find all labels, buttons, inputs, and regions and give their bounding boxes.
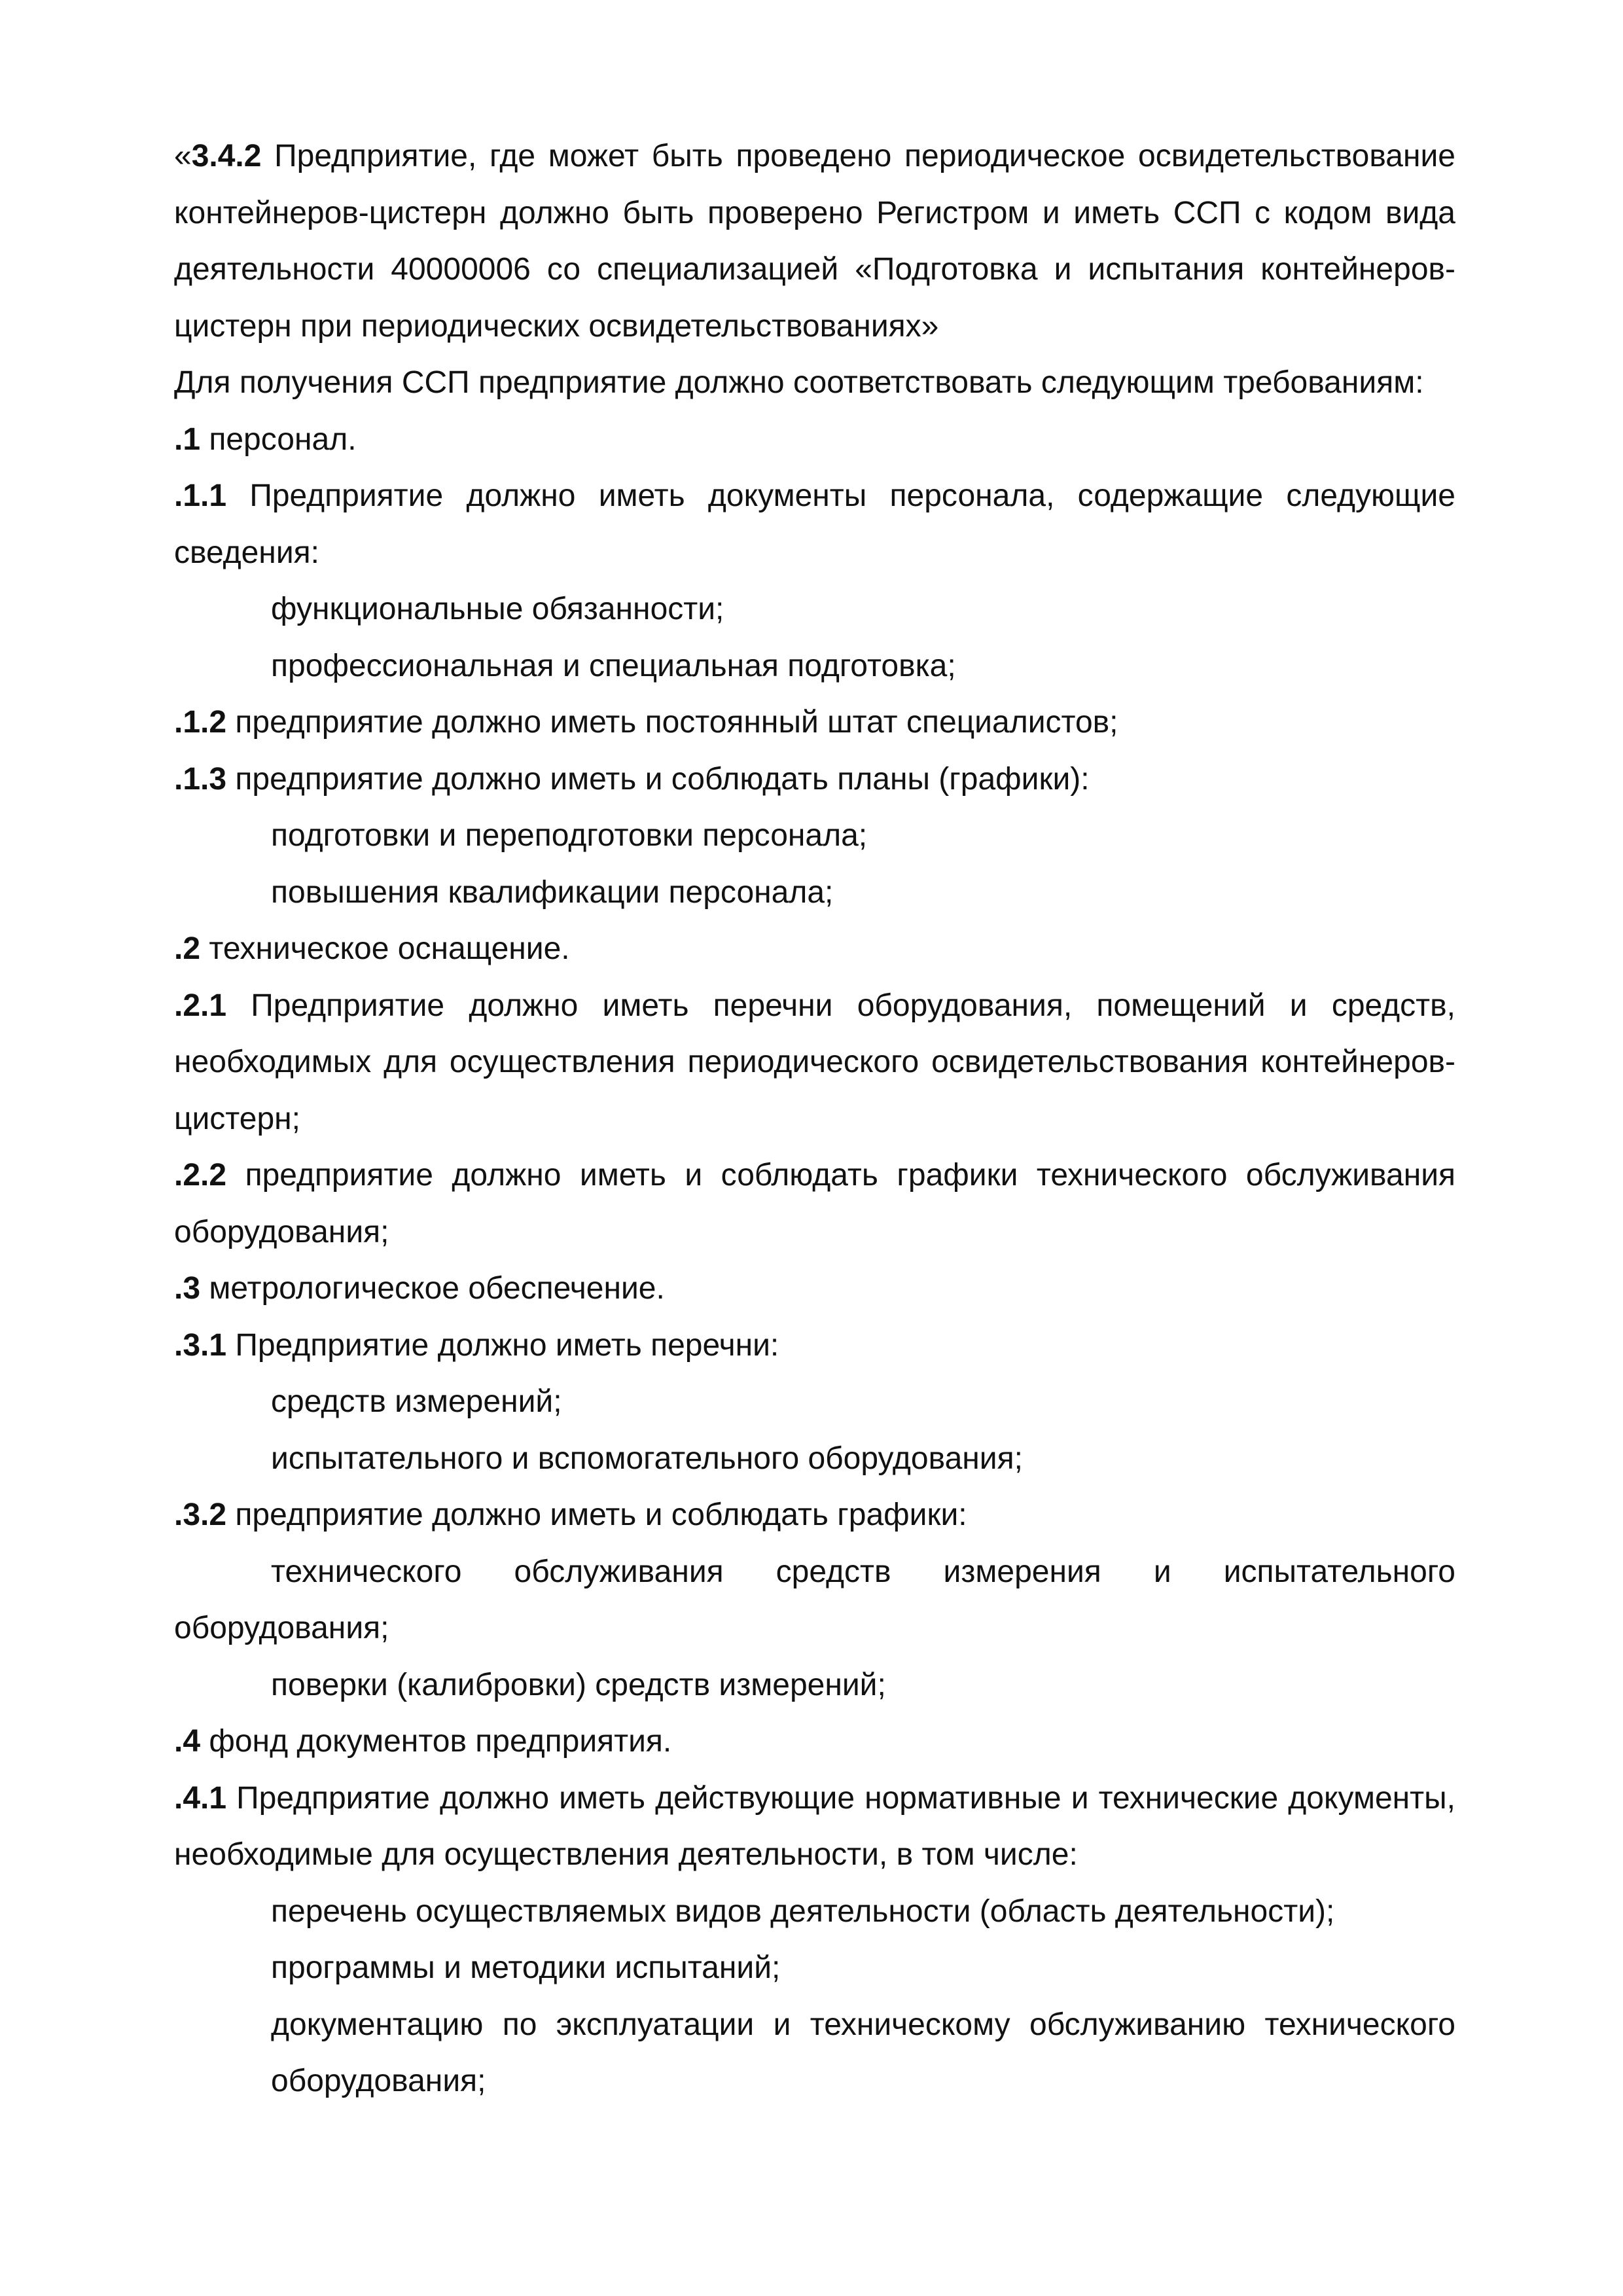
lead-text: Для получения ССП предприятие должно соответствовать следующим требованиям: <box>174 365 1424 400</box>
section-number: .1 <box>174 422 201 457</box>
clause-number: .4.1 <box>174 1780 227 1816</box>
section-number: .3 <box>174 1271 201 1306</box>
section-text: метрологическое обеспечение. <box>200 1271 665 1306</box>
clause-3-2 <box>174 1487 1455 1544</box>
clause-3-1 <box>174 1318 1455 1374</box>
clause-number: 3.4.2 <box>191 139 262 173</box>
list-item: функциональные обязанности; <box>271 592 724 626</box>
section-text: техническое оснащение. <box>200 931 570 966</box>
list-item: средств измерений; <box>271 1384 562 1419</box>
clause-4-1 <box>174 1770 1455 1884</box>
list-item: программы и методики испытаний; <box>271 1950 781 1985</box>
clause-number: .1.1 <box>174 478 227 513</box>
list-item: поверки (калибровки) средств измерений; <box>271 1667 886 1702</box>
lead-paragraph <box>174 355 1455 412</box>
document-page <box>174 128 1455 2110</box>
clause-1-2 <box>174 694 1455 751</box>
clause-text: Предприятие должно иметь перечни: <box>226 1327 779 1363</box>
clause-text: предприятие должно иметь постоянный штат специалистов; <box>226 705 1118 740</box>
list-item: технического обслуживания средств измерения и испытательного оборудования; <box>174 1554 1455 1645</box>
clause-1-3 <box>174 751 1455 808</box>
open-quote: « <box>174 139 192 173</box>
section-text: фонд документов предприятия. <box>200 1724 672 1759</box>
section-number: .2 <box>174 931 201 966</box>
clause-number: .3.1 <box>174 1327 227 1363</box>
clause-text: Предприятие, где может быть проведено периодическое освидетельствование контейнеров-цистерн должно быть проверено Регистром и иметь ССП с кодом вида деятельности 40000006 со специализацией «Подготовка и испытания контейнеров-цистерн при периодических освидетельствованиях» <box>174 139 1455 344</box>
clause-number: .3.2 <box>174 1498 227 1532</box>
clause-number: .1.3 <box>174 761 227 797</box>
section-1 <box>174 412 1455 469</box>
clause-number: .2.1 <box>174 988 227 1023</box>
clause-text: предприятие должно иметь и соблюдать планы (графики): <box>226 761 1090 797</box>
list-item: документацию по эксплуатации и техническому обслуживанию технического оборудования; <box>271 2007 1455 2098</box>
clause-text: Предприятие должно иметь перечни оборудования, помещений и средств, необходимых для осуществления периодического освидетельствования контейнеров-цистерн; <box>174 988 1455 1136</box>
list-item: повышения квалификации персонала; <box>271 874 834 910</box>
clause-number: .2.2 <box>174 1158 227 1193</box>
list-item: испытательного и вспомогательного оборудования; <box>271 1441 1023 1476</box>
section-text: персонал. <box>200 422 357 457</box>
list-item: перечень осуществляемых видов деятельности (область деятельности); <box>271 1893 1335 1929</box>
section-2 <box>174 921 1455 978</box>
list-item: профессиональная и специальная подготовка; <box>271 648 956 683</box>
clause-number: .1.2 <box>174 705 227 740</box>
clause-text: предприятие должно иметь и соблюдать графики технического обслуживания оборудования; <box>174 1158 1455 1249</box>
list-item: подготовки и переподготовки персонала; <box>271 818 868 853</box>
section-3 <box>174 1261 1455 1318</box>
section-4 <box>174 1713 1455 1770</box>
section-number: .4 <box>174 1724 201 1759</box>
clause-text: Предприятие должно иметь действующие нормативные и технические документы, необходимые для осуществления деятельности, в том числе: <box>174 1780 1455 1872</box>
clause-text: Предприятие должно иметь документы персонала, содержащие следующие сведения: <box>174 478 1455 570</box>
clause-1-1 <box>174 468 1455 581</box>
clause-2-1 <box>174 978 1455 1148</box>
clause-2-2 <box>174 1147 1455 1261</box>
clause-text: предприятие должно иметь и соблюдать графики: <box>226 1498 967 1532</box>
paragraph-3-4-2 <box>174 128 1455 355</box>
